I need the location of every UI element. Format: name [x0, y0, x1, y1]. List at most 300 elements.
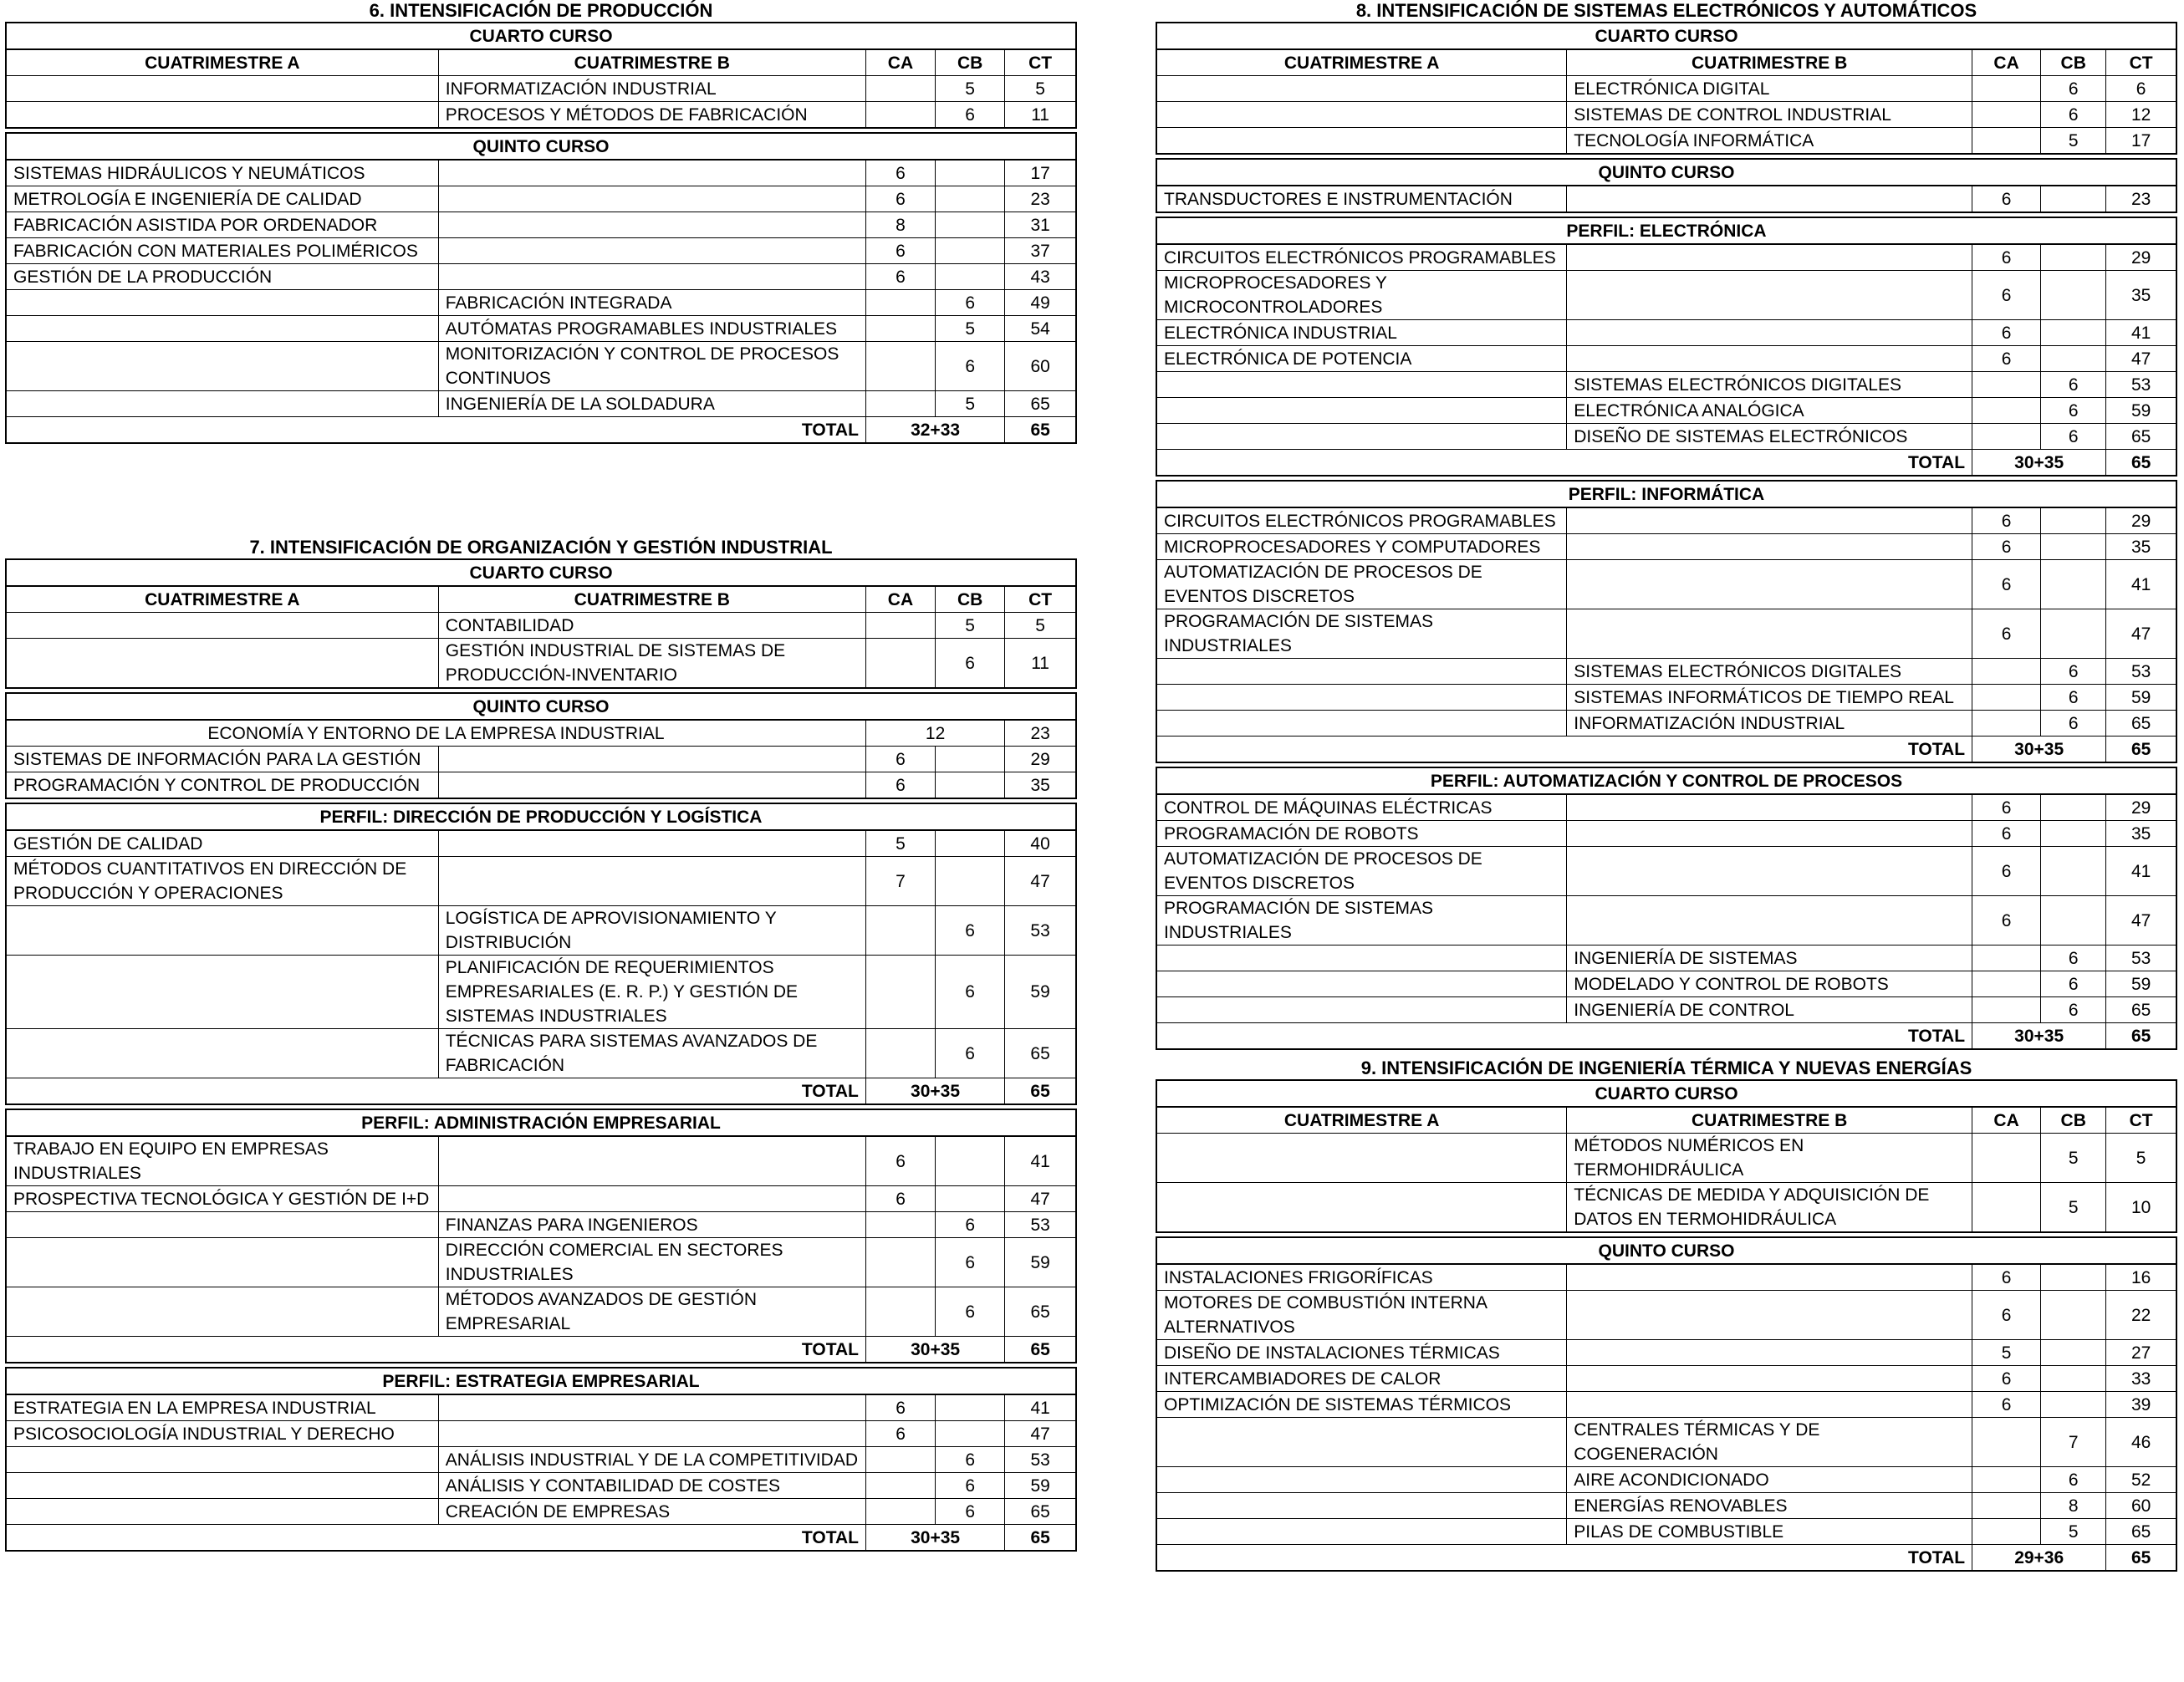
credits-cb: 6 [936, 1238, 1005, 1287]
credits-ct: 40 [1005, 830, 1076, 857]
credits-ca [865, 1212, 935, 1238]
credits-ct: 59 [2106, 685, 2176, 711]
credits-ca: 6 [865, 186, 935, 212]
table-row [1156, 534, 2176, 560]
credits-ct: 11 [1005, 102, 1076, 129]
credits-ca-cb: 12 [865, 720, 1004, 747]
table-row [6, 391, 1076, 417]
subject-b: SISTEMAS INFORMÁTICOS DE TIEMPO REAL [1567, 685, 1972, 711]
subject-a [6, 639, 438, 689]
subject-a: INSTALACIONES FRIGORÍFICAS [1156, 1264, 1567, 1291]
subject-a [6, 1287, 438, 1337]
total-ct: 65 [1005, 1525, 1076, 1552]
table-row [6, 102, 1076, 129]
credits-ct: 10 [2106, 1183, 2176, 1233]
subject-b [1567, 507, 1972, 534]
table-row [6, 342, 1076, 391]
course-table [1156, 22, 2177, 155]
table-row [1156, 945, 2176, 971]
table-row [6, 238, 1076, 264]
credits-cb [936, 1136, 1005, 1186]
credits-ct: 41 [2106, 560, 2176, 609]
subject-a: CONTROL DE MÁQUINAS ELÉCTRICAS [1156, 794, 1567, 821]
subject-a: ELECTRÓNICA INDUSTRIAL [1156, 320, 1567, 346]
credits-ca [865, 639, 935, 689]
table-row [1156, 659, 2176, 685]
subject-a: PROGRAMACIÓN DE ROBOTS [1156, 821, 1567, 847]
subject-b [1567, 1392, 1972, 1418]
total-ct: 65 [1005, 417, 1076, 444]
credits-ct: 47 [2106, 346, 2176, 372]
credits-ca: 6 [865, 1136, 935, 1186]
table-row [6, 212, 1076, 238]
subject-b [438, 1136, 865, 1186]
intensification-section [1156, 0, 2177, 1053]
total-label: TOTAL [6, 1337, 865, 1363]
subject-a: FABRICACIÓN ASISTIDA POR ORDENADOR [6, 212, 438, 238]
credits-ca: 6 [865, 1421, 935, 1447]
credits-cb: 6 [2041, 685, 2106, 711]
credits-ct: 35 [2106, 821, 2176, 847]
credits-ca [1972, 424, 2041, 450]
total-ct: 65 [2106, 450, 2176, 477]
credits-cb: 8 [2041, 1493, 2106, 1519]
credits-ca: 6 [865, 238, 935, 264]
table-row [1156, 398, 2176, 424]
credits-ct: 12 [2106, 102, 2176, 128]
subject-a [6, 1212, 438, 1238]
subject-b: INGENIERÍA DE SISTEMAS [1567, 945, 1972, 971]
credits-ca: 6 [1972, 1291, 2041, 1340]
credits-ca [1972, 372, 2041, 398]
credits-ct: 53 [2106, 372, 2176, 398]
credits-ct: 59 [1005, 956, 1076, 1029]
subject-b: FINANZAS PARA INGENIEROS [438, 1212, 865, 1238]
subject-b: AIRE ACONDICIONADO [1567, 1467, 1972, 1493]
intensification-section [5, 537, 1077, 1555]
table-row [1156, 1418, 2176, 1467]
subject-a [6, 1473, 438, 1499]
credits-ca [1972, 1418, 2041, 1467]
band-label: QUINTO CURSO [6, 693, 1076, 720]
credits-ct: 35 [1005, 772, 1076, 799]
subject-b [1567, 186, 1972, 212]
table-row [1156, 1519, 2176, 1545]
subject-b: CREACIÓN DE EMPRESAS [438, 1499, 865, 1525]
credits-ct: 22 [2106, 1291, 2176, 1340]
credits-cb [936, 160, 1005, 186]
credits-ct: 33 [2106, 1366, 2176, 1392]
credits-cb [936, 830, 1005, 857]
table-row [1156, 560, 2176, 609]
credits-ct: 65 [2106, 1519, 2176, 1545]
credits-ct: 11 [1005, 639, 1076, 689]
total-row [6, 1525, 1076, 1552]
intensification-section [5, 0, 1077, 447]
credits-cb: 6 [936, 1212, 1005, 1238]
credits-ca [865, 1238, 935, 1287]
credits-cb: 5 [936, 76, 1005, 102]
subject-a: OPTIMIZACIÓN DE SISTEMAS TÉRMICOS [1156, 1392, 1567, 1418]
course-table [5, 132, 1077, 444]
credits-cb [936, 264, 1005, 290]
credits-ca [1972, 711, 2041, 737]
column-header: CA [865, 586, 935, 613]
subject-b: PLANIFICACIÓN DE REQUERIMIENTOS EMPRESARIALES (E. R. P.) Y GESTIÓN DE SISTEMAS INDUSTRIALES [438, 956, 865, 1029]
section-title: 6. INTENSIFICACIÓN DE PRODUCCIÓN [369, 0, 713, 21]
total-ca-cb: 32+33 [865, 417, 1004, 444]
subject-b [1567, 896, 1972, 945]
subject-b: MONITORIZACIÓN Y CONTROL DE PROCESOS CONTINUOS [438, 342, 865, 391]
credits-cb: 6 [2041, 76, 2106, 102]
credits-ct: 6 [2106, 76, 2176, 102]
table-row [1156, 102, 2176, 128]
subject-a: CIRCUITOS ELECTRÓNICOS PROGRAMABLES [1156, 507, 1567, 534]
table-row [1156, 1467, 2176, 1493]
subject-a: MICROPROCESADORES Y MICROCONTROLADORES [1156, 271, 1567, 320]
credits-cb: 7 [2041, 1418, 2106, 1467]
credits-cb: 6 [2041, 659, 2106, 685]
credits-ca [865, 342, 935, 391]
subject-b [1567, 794, 1972, 821]
credits-cb [936, 1421, 1005, 1447]
subject-a [1156, 659, 1567, 685]
credits-ca: 6 [865, 264, 935, 290]
subject-b [438, 772, 865, 799]
credits-ct: 29 [2106, 507, 2176, 534]
credits-cb [2041, 271, 2106, 320]
subject-b: TECNOLOGÍA INFORMÁTICA [1567, 128, 1972, 155]
credits-ct: 47 [1005, 857, 1076, 906]
credits-ca [1972, 102, 2041, 128]
subject-b: MODELADO Y CONTROL DE ROBOTS [1567, 971, 1972, 997]
credits-ct: 5 [1005, 613, 1076, 639]
credits-ct: 59 [1005, 1238, 1076, 1287]
course-table [5, 1109, 1077, 1363]
credits-cb [2041, 1340, 2106, 1366]
subject-b [1567, 821, 1972, 847]
total-ct: 65 [1005, 1078, 1076, 1105]
column-header: CA [1972, 49, 2041, 76]
credits-cb [2041, 821, 2106, 847]
band-label: CUARTO CURSO [6, 23, 1076, 49]
total-ct: 65 [1005, 1337, 1076, 1363]
section-title: 7. INTENSIFICACIÓN DE ORGANIZACIÓN Y GESTIÓN INDUSTRIAL [249, 537, 833, 558]
table-row [6, 290, 1076, 316]
column-header: CUATRIMESTRE A [6, 586, 438, 613]
credits-ca [1972, 971, 2041, 997]
subject-b: ELECTRÓNICA DIGITAL [1567, 76, 1972, 102]
total-row [1156, 1023, 2176, 1050]
column-header: CB [2041, 1107, 2106, 1134]
course-table [1156, 1079, 2177, 1233]
credits-cb: 6 [2041, 945, 2106, 971]
column-header: CUATRIMESTRE A [6, 49, 438, 76]
table-row [1156, 711, 2176, 737]
credits-ct: 35 [2106, 534, 2176, 560]
credits-ca [1972, 1519, 2041, 1545]
credits-ct: 46 [2106, 1418, 2176, 1467]
subject-b: CENTRALES TÉRMICAS Y DE COGENERACIÓN [1567, 1418, 1972, 1467]
credits-ca: 8 [865, 212, 935, 238]
credits-cb: 5 [2041, 1134, 2106, 1183]
course-table [5, 558, 1077, 689]
band-label: QUINTO CURSO [1156, 159, 2176, 186]
credits-ca: 6 [1972, 244, 2041, 271]
table-row [1156, 821, 2176, 847]
total-label: TOTAL [1156, 737, 1972, 763]
total-ca-cb: 30+35 [1972, 737, 2106, 763]
subject-a: ESTRATEGIA EN LA EMPRESA INDUSTRIAL [6, 1394, 438, 1421]
subject-a [1156, 128, 1567, 155]
credits-ct: 16 [2106, 1264, 2176, 1291]
credits-ca: 5 [1972, 1340, 2041, 1366]
subject-a [6, 956, 438, 1029]
credits-ca [1972, 1493, 2041, 1519]
credits-ct: 59 [2106, 398, 2176, 424]
credits-ca [865, 1029, 935, 1078]
credits-ca: 6 [1972, 847, 2041, 896]
credits-ct: 37 [1005, 238, 1076, 264]
subject-b: INFORMATIZACIÓN INDUSTRIAL [1567, 711, 1972, 737]
subject-a [1156, 102, 1567, 128]
credits-cb [2041, 896, 2106, 945]
credits-ct: 52 [2106, 1467, 2176, 1493]
credits-cb [936, 186, 1005, 212]
column-header: CUATRIMESTRE B [438, 586, 865, 613]
credits-ct: 31 [1005, 212, 1076, 238]
credits-cb: 6 [936, 956, 1005, 1029]
credits-cb [2041, 507, 2106, 534]
credits-ca: 6 [1972, 346, 2041, 372]
credits-cb: 5 [936, 391, 1005, 417]
subject-a [6, 102, 438, 129]
credits-ca [865, 76, 935, 102]
subject-a [1156, 1519, 1567, 1545]
subject-a [6, 613, 438, 639]
subject-a [6, 1499, 438, 1525]
subject-a [6, 1029, 438, 1078]
column-header: CUATRIMESTRE B [438, 49, 865, 76]
subject-b: ELECTRÓNICA ANALÓGICA [1567, 398, 1972, 424]
total-label: TOTAL [6, 417, 865, 444]
credits-cb: 5 [2041, 1519, 2106, 1545]
table-row [1156, 1493, 2176, 1519]
subject-b: SISTEMAS ELECTRÓNICOS DIGITALES [1567, 659, 1972, 685]
table-row [6, 1394, 1076, 1421]
table-row [6, 1287, 1076, 1337]
credits-ca [1972, 128, 2041, 155]
table-row [6, 1029, 1076, 1078]
table-row [6, 1212, 1076, 1238]
subject-a [1156, 945, 1567, 971]
table-row [1156, 507, 2176, 534]
credits-ca: 7 [865, 857, 935, 906]
intensification-section [1156, 1058, 2177, 1575]
credits-ct: 65 [2106, 997, 2176, 1023]
credits-ct: 47 [2106, 609, 2176, 659]
total-row [6, 1078, 1076, 1105]
credits-ct: 41 [1005, 1394, 1076, 1421]
credits-cb [2041, 1392, 2106, 1418]
subject-b [438, 264, 865, 290]
credits-ca [1972, 1467, 2041, 1493]
subject-name: ECONOMÍA Y ENTORNO DE LA EMPRESA INDUSTRIAL [6, 720, 865, 747]
credits-cb: 5 [2041, 1183, 2106, 1233]
subject-b [438, 238, 865, 264]
subject-a [1156, 971, 1567, 997]
credits-ca [1972, 76, 2041, 102]
credits-ct: 59 [1005, 1473, 1076, 1499]
subject-a: GESTIÓN DE CALIDAD [6, 830, 438, 857]
subject-a: PSICOSOCIOLOGÍA INDUSTRIAL Y DERECHO [6, 1421, 438, 1447]
table-row [1156, 997, 2176, 1023]
credits-cb [2041, 560, 2106, 609]
credits-ca: 5 [865, 830, 935, 857]
subject-b: CONTABILIDAD [438, 613, 865, 639]
credits-ct: 23 [1005, 186, 1076, 212]
subject-b [438, 160, 865, 186]
subject-a [1156, 1418, 1567, 1467]
table-row [6, 1238, 1076, 1287]
credits-ct: 35 [2106, 271, 2176, 320]
credits-ct: 60 [2106, 1493, 2176, 1519]
column-header: CB [936, 49, 1005, 76]
subject-a: TRABAJO EN EQUIPO EN EMPRESAS INDUSTRIALES [6, 1136, 438, 1186]
column-header: CA [865, 49, 935, 76]
credits-cb [2041, 847, 2106, 896]
table-row [6, 264, 1076, 290]
subject-a [1156, 1493, 1567, 1519]
credits-cb [936, 1186, 1005, 1212]
credits-cb [2041, 1291, 2106, 1340]
subject-a [1156, 424, 1567, 450]
subject-b [1567, 244, 1972, 271]
subject-a [6, 1238, 438, 1287]
table-row [1156, 244, 2176, 271]
credits-ct: 5 [2106, 1134, 2176, 1183]
subject-a [1156, 76, 1567, 102]
credits-cb: 6 [936, 1029, 1005, 1078]
subject-b: ANÁLISIS INDUSTRIAL Y DE LA COMPETITIVIDAD [438, 1447, 865, 1473]
band-label: PERFIL: DIRECCIÓN DE PRODUCCIÓN Y LOGÍSTICA [6, 803, 1076, 830]
table-row [1156, 896, 2176, 945]
subject-a: AUTOMATIZACIÓN DE PROCESOS DE EVENTOS DISCRETOS [1156, 847, 1567, 896]
credits-ct: 29 [2106, 794, 2176, 821]
total-ca-cb: 30+35 [1972, 450, 2106, 477]
total-row [1156, 1545, 2176, 1572]
credits-cb: 6 [2041, 971, 2106, 997]
table-row [1156, 320, 2176, 346]
subject-a: AUTOMATIZACIÓN DE PROCESOS DE EVENTOS DISCRETOS [1156, 560, 1567, 609]
credits-ca [1972, 685, 2041, 711]
total-ca-cb: 30+35 [865, 1525, 1004, 1552]
credits-ca [865, 956, 935, 1029]
table-row [6, 720, 1076, 747]
table-row [6, 1421, 1076, 1447]
column-header: CT [1005, 586, 1076, 613]
subject-a: MICROPROCESADORES Y COMPUTADORES [1156, 534, 1567, 560]
column-header: CUATRIMESTRE B [1567, 49, 1972, 76]
subject-b [1567, 271, 1972, 320]
credits-ct: 53 [1005, 906, 1076, 956]
credits-ct: 47 [2106, 896, 2176, 945]
table-row [6, 1136, 1076, 1186]
credits-total: 23 [1005, 720, 1076, 747]
credits-cb [936, 857, 1005, 906]
credits-ca: 6 [1972, 507, 2041, 534]
table-row [6, 1473, 1076, 1499]
subject-a [1156, 1467, 1567, 1493]
column-header: CB [2041, 49, 2106, 76]
total-ca-cb: 30+35 [1972, 1023, 2106, 1050]
credits-cb [936, 772, 1005, 799]
subject-a [1156, 1134, 1567, 1183]
table-row [1156, 1183, 2176, 1233]
subject-b [1567, 1264, 1972, 1291]
credits-ca [1972, 1134, 2041, 1183]
table-row [6, 1447, 1076, 1473]
credits-cb: 6 [2041, 997, 2106, 1023]
credits-cb [936, 238, 1005, 264]
credits-cb: 5 [936, 613, 1005, 639]
subject-a: PROGRAMACIÓN Y CONTROL DE PRODUCCIÓN [6, 772, 438, 799]
subject-a: FABRICACIÓN CON MATERIALES POLIMÉRICOS [6, 238, 438, 264]
band-label: PERFIL: ADMINISTRACIÓN EMPRESARIAL [6, 1109, 1076, 1136]
credits-cb [936, 1394, 1005, 1421]
subject-b: TÉCNICAS PARA SISTEMAS AVANZADOS DE FABRICACIÓN [438, 1029, 865, 1078]
subject-a: ELECTRÓNICA DE POTENCIA [1156, 346, 1567, 372]
course-table [1156, 767, 2177, 1050]
table-row [1156, 128, 2176, 155]
subject-a [1156, 997, 1567, 1023]
subject-a [1156, 685, 1567, 711]
credits-ct: 65 [2106, 711, 2176, 737]
subject-b: TÉCNICAS DE MEDIDA Y ADQUISICIÓN DE DATOS EN TERMOHIDRÁULICA [1567, 1183, 1972, 1233]
credits-ca: 6 [1972, 794, 2041, 821]
credits-cb [2041, 609, 2106, 659]
credits-cb: 6 [936, 1473, 1005, 1499]
table-row [1156, 424, 2176, 450]
subject-a [1156, 398, 1567, 424]
credits-cb [936, 212, 1005, 238]
subject-a: SISTEMAS DE INFORMACIÓN PARA LA GESTIÓN [6, 747, 438, 772]
course-table [5, 692, 1077, 799]
subject-a: METROLOGÍA E INGENIERÍA DE CALIDAD [6, 186, 438, 212]
credits-ca: 6 [865, 747, 935, 772]
credits-cb: 6 [936, 1499, 1005, 1525]
credits-ct: 60 [1005, 342, 1076, 391]
table-row [6, 772, 1076, 799]
credits-cb: 5 [936, 316, 1005, 342]
credits-cb: 6 [2041, 398, 2106, 424]
subject-b [438, 212, 865, 238]
credits-ca: 6 [1972, 271, 2041, 320]
subject-b: INFORMATIZACIÓN INDUSTRIAL [438, 76, 865, 102]
total-label: TOTAL [6, 1525, 865, 1552]
course-table [1156, 158, 2177, 213]
subject-a [6, 342, 438, 391]
subject-b: INGENIERÍA DE LA SOLDADURA [438, 391, 865, 417]
table-row [6, 857, 1076, 906]
credits-ct: 65 [1005, 1499, 1076, 1525]
table-row [6, 1499, 1076, 1525]
subject-a: CIRCUITOS ELECTRÓNICOS PROGRAMABLES [1156, 244, 1567, 271]
band-label: CUARTO CURSO [1156, 1080, 2176, 1107]
credits-ca: 6 [1972, 1366, 2041, 1392]
subject-a: DISEÑO DE INSTALACIONES TÉRMICAS [1156, 1340, 1567, 1366]
subject-b [438, 1421, 865, 1447]
